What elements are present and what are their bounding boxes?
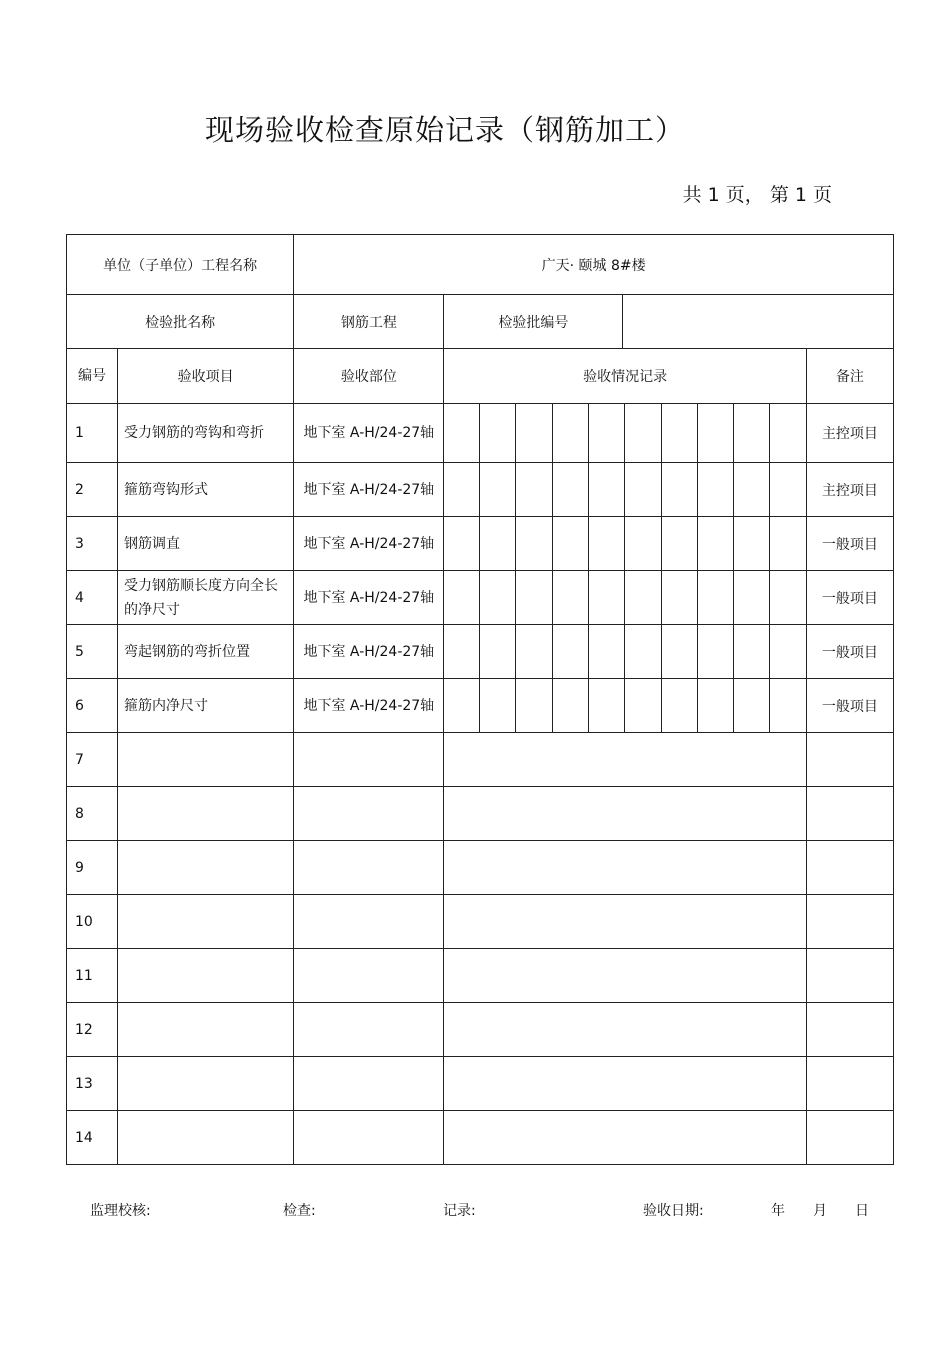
record-cell[interactable]	[444, 625, 480, 679]
record-cell[interactable]	[661, 404, 697, 463]
record-cell[interactable]	[661, 625, 697, 679]
row-remark[interactable]	[806, 733, 893, 787]
inspection-item[interactable]	[118, 841, 294, 895]
project-name-value: 广天· 颐城 8#楼	[294, 235, 894, 295]
row-number: 5	[67, 625, 118, 679]
record-cell[interactable]	[444, 571, 480, 625]
inspection-item[interactable]	[118, 949, 294, 1003]
batch-number-label: 检验批编号	[444, 295, 623, 348]
inspection-item: 受力钢筋的弯钩和弯折	[118, 404, 294, 463]
inspection-item: 箍筋弯钩形式	[118, 463, 294, 517]
record-cell[interactable]	[697, 625, 733, 679]
record-cell[interactable]	[552, 571, 588, 625]
record-cell[interactable]	[697, 404, 733, 463]
inspection-location[interactable]	[294, 733, 444, 787]
inspection-item[interactable]	[118, 733, 294, 787]
inspection-item[interactable]	[118, 1003, 294, 1057]
record-cell[interactable]	[588, 625, 624, 679]
row-remark[interactable]	[806, 1003, 893, 1057]
record-cell[interactable]	[552, 404, 588, 463]
record-cell[interactable]	[697, 517, 733, 571]
record-cell[interactable]	[769, 625, 806, 679]
row-number: 4	[67, 571, 118, 625]
table-row	[67, 841, 894, 895]
record-cell[interactable]	[588, 463, 624, 517]
page-title: 现场验收检查原始记录（钢筋加工）	[204, 113, 685, 147]
row-number: 13	[67, 1057, 118, 1111]
record-cell[interactable]	[733, 679, 769, 733]
batch-name-label: 检验批名称	[67, 295, 294, 349]
record-cell[interactable]	[624, 571, 661, 625]
inspection-location: 地下室 A-H/24-27轴	[294, 625, 444, 679]
row-number: 10	[67, 895, 118, 949]
record-cell[interactable]	[733, 571, 769, 625]
record-cell[interactable]	[480, 679, 516, 733]
record-cell[interactable]	[516, 571, 552, 625]
inspection-location[interactable]	[294, 787, 444, 841]
record-cell[interactable]	[444, 463, 480, 517]
inspection-location[interactable]	[294, 1003, 444, 1057]
table-row	[67, 517, 894, 571]
record-cell[interactable]	[624, 679, 661, 733]
inspection-location: 地下室 A-H/24-27轴	[294, 463, 444, 517]
record-cell[interactable]	[552, 463, 588, 517]
checker-label: 检查:	[283, 1203, 316, 1219]
record-cell[interactable]	[588, 571, 624, 625]
inspection-item[interactable]	[118, 787, 294, 841]
row-remark[interactable]	[806, 949, 893, 1003]
record-cell[interactable]	[624, 463, 661, 517]
row-number: 11	[67, 949, 118, 1003]
table-row	[67, 404, 894, 463]
inspection-location[interactable]	[294, 841, 444, 895]
record-cell[interactable]	[661, 463, 697, 517]
col-header-record: 验收情况记录	[444, 349, 806, 404]
page-counter: 共 1 页， 第 1 页	[682, 184, 832, 206]
record-cell[interactable]	[444, 517, 480, 571]
day-label: 日	[855, 1203, 869, 1219]
inspection-item: 受力钢筋顺长度方向全长的净尺寸	[118, 571, 294, 625]
record-cell[interactable]	[697, 571, 733, 625]
inspection-item[interactable]	[118, 1111, 294, 1165]
row-remark[interactable]	[806, 895, 893, 949]
record-cell[interactable]	[516, 679, 552, 733]
row-number: 9	[67, 841, 118, 895]
recorder-label: 记录:	[443, 1203, 476, 1219]
row-remark[interactable]	[806, 1111, 893, 1165]
row-remark: 一般项目	[806, 517, 893, 571]
record-cell[interactable]	[588, 404, 624, 463]
record-cell[interactable]	[444, 404, 480, 463]
record-cell[interactable]	[769, 571, 806, 625]
record-cell[interactable]	[444, 679, 480, 733]
record-cell[interactable]	[697, 679, 733, 733]
record-cell[interactable]	[480, 404, 516, 463]
inspection-location: 地下室 A-H/24-27轴	[294, 571, 444, 625]
row-number: 12	[67, 1003, 118, 1057]
row-remark: 主控项目	[806, 463, 893, 517]
row-remark[interactable]	[806, 1057, 893, 1111]
supervisor-label: 监理校核:	[90, 1203, 151, 1219]
record-cell[interactable]	[697, 463, 733, 517]
record-cell[interactable]	[624, 625, 661, 679]
inspection-location[interactable]	[294, 1057, 444, 1111]
row-number: 7	[67, 733, 118, 787]
record-cell[interactable]	[516, 463, 552, 517]
record-cell[interactable]	[769, 517, 806, 571]
record-cell[interactable]	[444, 787, 806, 841]
inspection-location: 地下室 A-H/24-27轴	[294, 404, 444, 463]
record-cell[interactable]	[444, 949, 806, 1003]
record-cell[interactable]	[444, 841, 806, 895]
record-cell[interactable]	[444, 1111, 806, 1165]
col-header-item: 验收项目	[118, 349, 294, 404]
inspection-item[interactable]	[118, 895, 294, 949]
record-cell[interactable]	[444, 1057, 806, 1111]
year-label: 年	[771, 1203, 785, 1219]
row-remark: 一般项目	[806, 625, 893, 679]
record-cell[interactable]	[552, 679, 588, 733]
inspection-location: 地下室 A-H/24-27轴	[294, 517, 444, 571]
record-cell[interactable]	[733, 404, 769, 463]
record-cell[interactable]	[480, 517, 516, 571]
col-header-remark: 备注	[806, 349, 893, 404]
record-cell[interactable]	[661, 517, 697, 571]
inspection-item: 钢筋调直	[118, 517, 294, 571]
row-number: 3	[67, 517, 118, 571]
record-cell[interactable]	[516, 625, 552, 679]
record-cell[interactable]	[516, 517, 552, 571]
batch-number-value[interactable]	[623, 295, 893, 348]
row-remark: 一般项目	[806, 679, 893, 733]
inspection-item: 箍筋内净尺寸	[118, 679, 294, 733]
row-remark[interactable]	[806, 787, 893, 841]
table-row	[67, 949, 894, 1003]
row-number: 1	[67, 404, 118, 463]
record-cell[interactable]	[516, 404, 552, 463]
row-number: 14	[67, 1111, 118, 1165]
record-cell[interactable]	[588, 517, 624, 571]
month-label: 月	[813, 1203, 827, 1219]
row-number: 2	[67, 463, 118, 517]
batch-number-cell	[444, 295, 894, 349]
record-cell[interactable]	[588, 679, 624, 733]
table-row	[67, 787, 894, 841]
record-cell[interactable]	[624, 517, 661, 571]
record-cell[interactable]	[661, 571, 697, 625]
record-cell[interactable]	[733, 463, 769, 517]
record-cell[interactable]	[624, 404, 661, 463]
record-cell[interactable]	[480, 571, 516, 625]
record-cell[interactable]	[444, 895, 806, 949]
record-cell[interactable]	[769, 679, 806, 733]
table-row	[67, 679, 894, 733]
inspection-location[interactable]	[294, 1111, 444, 1165]
record-cell[interactable]	[444, 733, 806, 787]
row-remark[interactable]	[806, 841, 893, 895]
date-label: 验收日期:	[643, 1203, 704, 1219]
inspection-location[interactable]	[294, 895, 444, 949]
table-row	[67, 571, 894, 625]
table-row	[67, 895, 894, 949]
record-cell[interactable]	[661, 679, 697, 733]
row-remark: 主控项目	[806, 404, 893, 463]
row-remark: 一般项目	[806, 571, 893, 625]
project-name-label: 单位（子单位）工程名称	[67, 235, 294, 295]
inspection-item: 弯起钢筋的弯折位置	[118, 625, 294, 679]
table-row	[67, 463, 894, 517]
record-cell[interactable]	[733, 625, 769, 679]
row-number: 6	[67, 679, 118, 733]
table-row	[67, 733, 894, 787]
table-row	[67, 1003, 894, 1057]
table-row	[67, 625, 894, 679]
record-cell[interactable]	[552, 517, 588, 571]
record-cell[interactable]	[444, 1003, 806, 1057]
record-cell[interactable]	[480, 463, 516, 517]
record-cell[interactable]	[480, 625, 516, 679]
inspection-item[interactable]	[118, 1057, 294, 1111]
table-row	[67, 1057, 894, 1111]
inspection-location: 地下室 A-H/24-27轴	[294, 679, 444, 733]
col-header-no: 编号	[67, 349, 118, 404]
col-header-location: 验收部位	[294, 349, 444, 404]
table-row	[67, 1111, 894, 1165]
row-number: 8	[67, 787, 118, 841]
record-cell[interactable]	[552, 625, 588, 679]
record-cell[interactable]	[733, 517, 769, 571]
record-cell[interactable]	[769, 463, 806, 517]
batch-name-value: 钢筋工程	[294, 295, 444, 349]
record-cell[interactable]	[769, 404, 806, 463]
inspection-table	[66, 234, 894, 1165]
inspection-location[interactable]	[294, 949, 444, 1003]
